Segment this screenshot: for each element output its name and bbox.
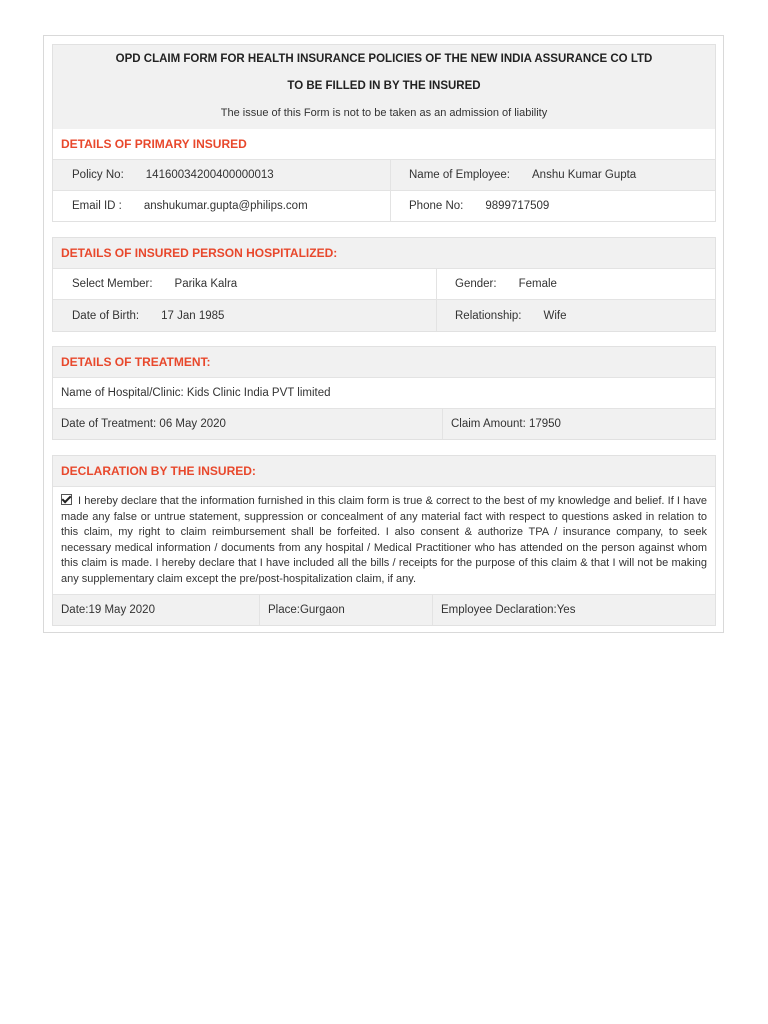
dob-row xyxy=(53,300,715,331)
dob-label: Date of Birth: xyxy=(72,309,140,322)
liability-note: The issue of this Form is not to be taken as an admission of liability xyxy=(220,107,548,119)
declaration-footer-row xyxy=(53,595,715,625)
section-heading: DETAILS OF INSURED PERSON HOSPITALIZED: xyxy=(53,238,715,269)
treatment-section xyxy=(52,346,716,440)
phone-label: Phone No: xyxy=(409,200,464,212)
policy-label: Policy No: xyxy=(72,169,124,181)
hospital-row xyxy=(53,378,715,409)
form-header xyxy=(53,45,715,129)
section-heading: DETAILS OF TREATMENT: xyxy=(53,347,715,378)
contact-row xyxy=(53,191,715,221)
hospital-name: Name of Hospital/Clinic: Kids Clinic India PVT limited xyxy=(61,387,331,399)
claim-amount: Claim Amount: 17950 xyxy=(442,409,715,439)
declaration-section xyxy=(52,455,716,626)
email-value: anshukumar.gupta@philips.com xyxy=(143,200,308,212)
phone-value: 9899717509 xyxy=(485,200,550,212)
section-heading: DETAILS OF PRIMARY INSURED xyxy=(53,129,715,160)
declaration-date: Date:19 May 2020 xyxy=(61,604,155,616)
relationship-label: Relationship: xyxy=(455,309,522,322)
form-title: OPD CLAIM FORM FOR HEALTH INSURANCE POLICIES OF THE NEW INDIA ASSURANCE CO LTD xyxy=(115,53,653,65)
relationship-value: Wife xyxy=(543,309,567,322)
treatment-date: Date of Treatment: 06 May 2020 xyxy=(61,418,226,430)
claim-form xyxy=(43,35,724,633)
member-label: Select Member: xyxy=(72,278,153,290)
policy-value: 14160034200400000013 xyxy=(145,169,274,181)
hospitalized-section xyxy=(52,237,716,332)
employee-declaration: Employee Declaration:Yes xyxy=(432,595,715,625)
gender-label: Gender: xyxy=(455,278,497,290)
primary-insured-section xyxy=(52,44,716,222)
employee-label: Name of Employee: xyxy=(409,169,510,181)
declaration-place: Place:Gurgaon xyxy=(259,595,431,625)
employee-value: Anshu Kumar Gupta xyxy=(532,169,637,181)
member-value: Parika Kalra xyxy=(174,278,238,290)
dob-value: 17 Jan 1985 xyxy=(161,309,225,322)
declaration-checkbox[interactable] xyxy=(61,494,72,505)
section-heading: DECLARATION BY THE INSURED: xyxy=(53,456,715,487)
treatment-date-row xyxy=(53,409,715,439)
declaration-row xyxy=(53,487,715,595)
member-row xyxy=(53,269,715,300)
policy-row xyxy=(53,160,715,191)
form-subtitle: TO BE FILLED IN BY THE INSURED xyxy=(287,80,481,92)
email-label: Email ID : xyxy=(72,200,122,212)
gender-value: Female xyxy=(518,278,557,290)
declaration-text: I hereby declare that the information furnished in this claim form is true & correct to the best of my knowledge and belief. If I have made any false or untrue statement, suppression or concealment of any material fact with respect to questions asked in relation to this claim, my right to claim reimbursement shall be forfeited. I also consent & authorize TPA / insurance company, to seek necessary medical information / documents from any hospital / Medical Practitioner who has attended on the person against whom this claim is made. I hereby declare that I have included all the bills / receipts for the purpose of this claim & that I will not be making any supplementary claim except the pre/post-hospitalization claim, if any. xyxy=(61,495,707,585)
